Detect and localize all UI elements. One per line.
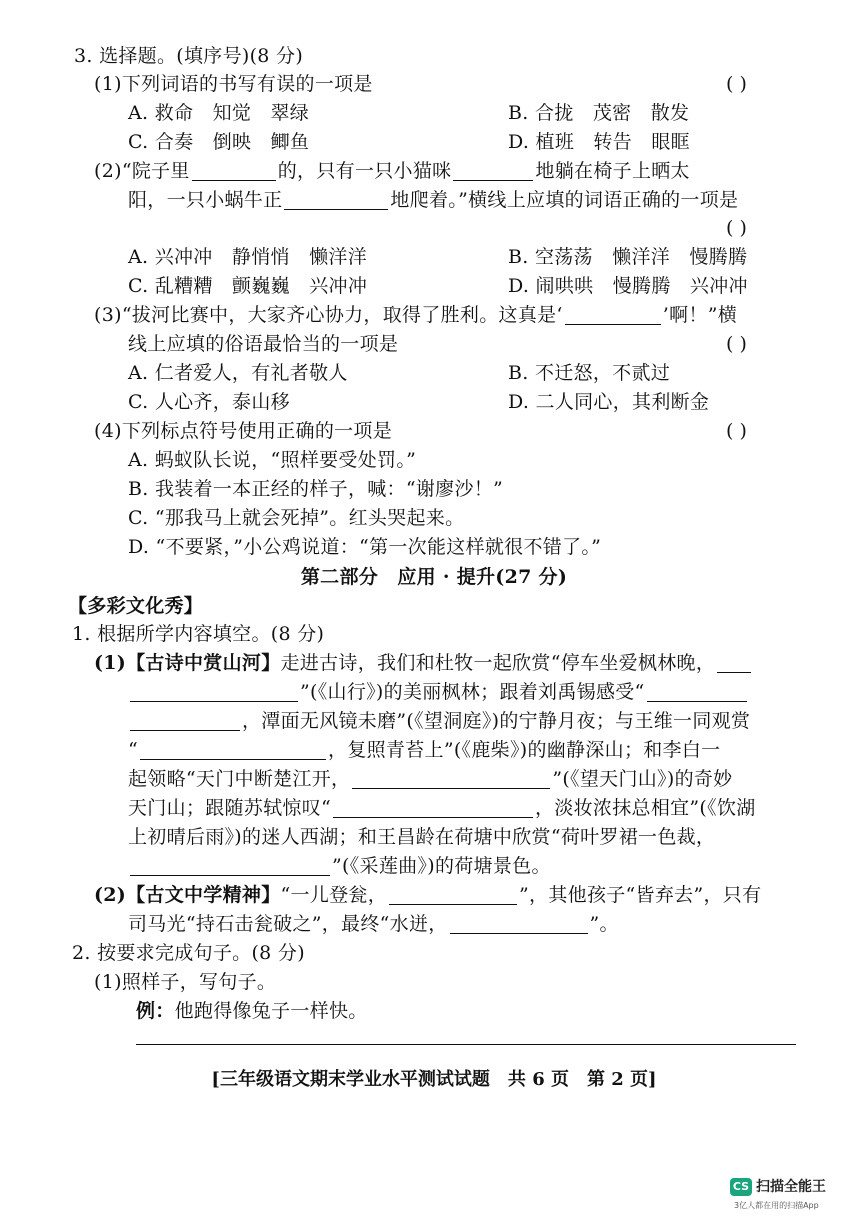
q3-2-option-a: A. 兴冲冲 静悄悄 懒洋洋 [128, 246, 368, 268]
q3-4-option-a: A. 蚂蚁队长说，“照样要受处罚。” [128, 449, 417, 471]
q2-1-answer-line[interactable] [136, 1044, 796, 1045]
q1-1-line5 [128, 767, 732, 791]
q1-1-blank-1b[interactable] [130, 683, 298, 702]
q1-2-line1 [94, 883, 761, 907]
q3-2-blank-2[interactable] [453, 162, 533, 181]
q1-1-text-2: ”(《山行》)的美丽枫林；跟着刘禹锡感受“ [300, 681, 645, 703]
q1-2-text-2a: 司马光“持石击瓮破之”，最终“水迸， [128, 913, 448, 935]
q2-heading: 2. 按要求完成句子。(8 分) [72, 942, 305, 964]
q1-1-line3 [128, 709, 750, 733]
q3-2-option-c: C. 乱糟糟 颤巍巍 兴冲冲 [128, 275, 368, 297]
q3-1-stem: (1)下列词语的书写有误的一项是 [94, 73, 373, 95]
q3-3-blank[interactable] [565, 306, 661, 325]
q1-2-tag: (2)【古文中学精神】 [94, 884, 281, 906]
q3-3-option-c: C. 人心齐，泰山移 [128, 391, 290, 413]
q1-1-blank-5[interactable] [333, 799, 533, 818]
q3-2-text-d: 阳，一只小蜗牛正 [128, 189, 283, 211]
q1-2-text-2b: ”。 [589, 913, 619, 935]
q3-3-stem-line1 [94, 303, 737, 327]
q3-4-option-d: D. “不要紧，”小公鸡说道：“第一次能这样就很不错了。” [128, 536, 602, 558]
q1-1-text-1: 走进古诗，我们和杜牧一起欣赏“停车坐爱枫林晚， [280, 652, 716, 674]
q3-4-option-b: B. 我装着一本正经的样子，喊：“谢廖沙！” [128, 478, 504, 500]
q3-2-option-b: B. 空荡荡 懒洋洋 慢腾腾 [508, 246, 748, 268]
q3-4-option-c: C. “那我马上就会死掉”。红头哭起来。 [128, 507, 465, 529]
q1-1-blank-3[interactable] [140, 741, 326, 760]
section-title: 【多彩文化秀】 [68, 595, 204, 617]
q1-1-blank-4[interactable] [352, 770, 550, 789]
q1-1-text-6a: 天门山；跟随苏轼惊叹“ [128, 797, 332, 819]
q1-1-text-3: ，潭面无风镜未磨”(《望洞庭》)的宁静月夜；与王维一同观赏 [242, 710, 751, 732]
q3-1-option-a: A. 救命 知觉 翠绿 [128, 102, 310, 124]
q3-3-option-a: A. 仁者爱人，有礼者敬人 [128, 362, 348, 384]
q1-2-text-1a: “一儿登瓮， [280, 884, 388, 906]
q1-2-blank-2[interactable] [450, 915, 588, 934]
watermark-name: 扫描全能王 [756, 1179, 826, 1195]
q1-1-tag: (1)【古诗中赏山河】 [94, 652, 281, 674]
q3-2-blank-3[interactable] [284, 191, 388, 210]
q1-1-line6 [128, 796, 756, 820]
q3-3-option-d: D. 二人同心，其利断金 [508, 391, 710, 413]
q1-1-text-6b: ，淡妆浓抹总相宜”(《饮湖 [535, 797, 756, 819]
q3-2-option-d: D. 闹哄哄 慢腾腾 兴冲冲 [508, 275, 748, 297]
q3-3-stem-line2: 线上应填的俗语最恰当的一项是 [128, 333, 399, 355]
q3-4-stem: (4)下列标点符号使用正确的一项是 [94, 420, 393, 442]
q3-3-text-a: (3)“拔河比赛中，大家齐心协力，取得了胜利。这真是‘ [94, 304, 563, 326]
q3-2-text-e: 地爬着。”横线上应填的词语正确的一项是 [390, 189, 739, 211]
q3-1-option-b: B. 合拢 茂密 散发 [508, 102, 690, 124]
q1-1-line8 [128, 854, 551, 878]
q3-4-answer-paren[interactable]: ( ) [726, 420, 747, 442]
q1-heading: 1. 根据所学内容填空。(8 分) [72, 623, 325, 645]
q3-1-option-d: D. 植班 转告 眼眶 [508, 131, 690, 153]
q1-1-line4 [128, 738, 720, 762]
q3-2-text-a: (2)“院子里 [94, 160, 190, 182]
part2-title: 第二部分 应用 · 提升(27 分) [300, 566, 568, 588]
q3-heading: 3. 选择题。(填序号)(8 分) [74, 45, 304, 67]
q3-3-option-b: B. 不迁怒，不贰过 [508, 362, 671, 384]
q1-1-line2 [128, 680, 749, 704]
q1-1-text-5a: 起领略“天门中断楚江开， [128, 768, 351, 790]
q3-2-stem-line1 [94, 159, 690, 183]
q3-3-answer-paren[interactable]: ( ) [726, 333, 747, 355]
q1-1-line1 [94, 651, 753, 675]
q3-2-answer-paren[interactable]: ( ) [726, 217, 747, 239]
q2-1-stem: (1)照样子，写句子。 [94, 971, 277, 993]
q1-1-text-4b: ，复照青苔上”(《鹿柴》)的幽静深山；和李白一 [328, 739, 721, 761]
q1-2-text-1b: ”，其他孩子“皆弃去”，只有 [519, 884, 762, 906]
q2-1-example-text: 他跑得像兔子一样快。 [174, 1000, 368, 1022]
q3-2-stem-line2 [128, 188, 738, 212]
page-footer: [三年级语文期末学业水平测试试题 共 6 页 第 2 页] [211, 1069, 657, 1090]
q1-1-line7: 上初晴后雨》)的迷人西湖；和王昌龄在荷塘中欣赏“荷叶罗裙一色裁， [128, 826, 716, 848]
q1-1-blank-1a[interactable] [717, 654, 751, 673]
q1-2-line2 [128, 912, 619, 936]
q1-1-text-5b: ”(《望天门山》)的奇妙 [552, 768, 733, 790]
q1-2-blank-1[interactable] [389, 886, 517, 905]
q3-2-blank-1[interactable] [192, 162, 276, 181]
q3-1-option-c: C. 合奏 倒映 鲫鱼 [128, 131, 310, 153]
q3-2-text-c: 地躺在椅子上晒太 [535, 160, 690, 182]
q3-3-text-b: ’啊！”横 [662, 304, 738, 326]
q1-1-blank-2b[interactable] [130, 712, 240, 731]
q1-1-text-8: ”(《采莲曲》)的荷塘景色。 [332, 855, 551, 877]
q1-1-text-4a: “ [128, 739, 139, 761]
q1-1-blank-6[interactable] [130, 857, 330, 876]
q3-2-text-b: 的，只有一只小猫咪 [277, 160, 452, 182]
watermark-subtitle: 3亿人都在用的扫描App [734, 1201, 819, 1210]
q2-1-example-label: 例： [136, 1000, 175, 1022]
q2-1-example [136, 999, 368, 1023]
q3-1-answer-paren[interactable]: ( ) [726, 73, 747, 95]
camscanner-logo-icon: CS [730, 1178, 752, 1196]
q1-1-blank-2a[interactable] [647, 683, 747, 702]
